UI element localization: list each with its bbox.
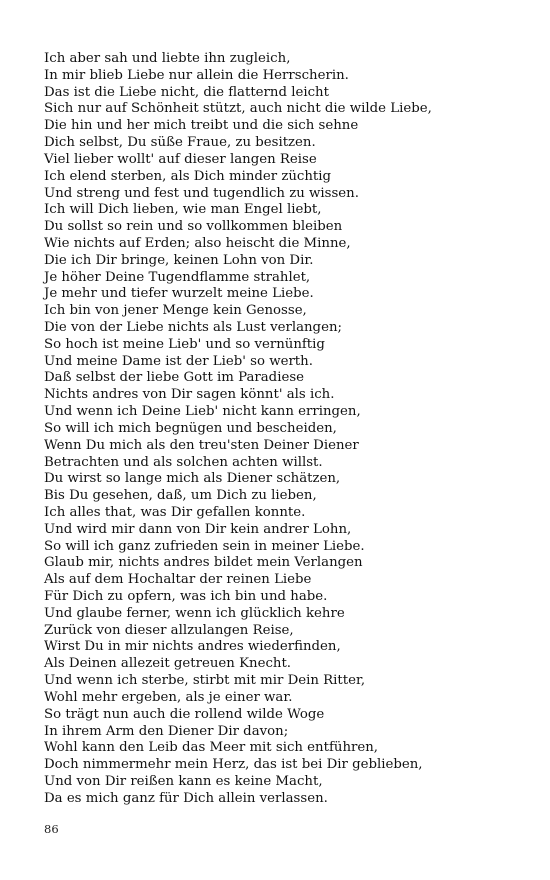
poem-line: Doch nimmermehr mein Herz, das ist bei Dir geblieben,: [44, 757, 423, 773]
poem-line: Wohl kann den Leib das Meer mit sich entführen,: [44, 740, 379, 756]
poem-line: Die hin und her mich treibt und die sich sehne: [44, 118, 359, 134]
poem-line: Viel lieber wollt' auf dieser langen Reise: [44, 151, 317, 167]
poem-line: Wohl mehr ergeben, als je einer war.: [44, 689, 293, 705]
poem-line: Ich alles that, was Dir gefallen konnte.: [44, 504, 306, 520]
poem-line: Daß selbst der liebe Gott im Paradiese: [44, 370, 305, 386]
poem-line: Du sollst so rein und so vollkommen bleiben: [44, 219, 343, 235]
poem-line: In mir blieb Liebe nur allein die Herrscherin.: [44, 67, 349, 83]
poem-line: Wirst Du in mir nichts andres wiederfinden,: [44, 639, 341, 655]
poem-line: Und meine Dame ist der Lieb' so werth.: [44, 353, 313, 369]
poem-line: Die von der Liebe nichts als Lust verlangen;: [44, 320, 342, 335]
poem-line: Ich bin von jener Menge kein Genosse,: [44, 303, 307, 319]
poem-line: Und glaube ferner, wenn ich glücklich kehre: [44, 605, 345, 621]
poem-line: So hoch ist meine Lieb' und so vernünftig: [44, 336, 325, 352]
poem-line: Als Deinen allezeit getreuen Knecht.: [44, 656, 292, 672]
poem-line: Und wenn ich Deine Lieb' nicht kann erringen,: [44, 404, 361, 420]
poem-line: Und von Dir reißen kann es keine Macht,: [44, 773, 323, 789]
poem-line: Für Dich zu opfern, was ich bin und habe.: [44, 589, 328, 604]
poem-line: Das ist die Liebe nicht, die flatternd leicht: [44, 84, 329, 100]
poem-line: Glaub mir, nichts andres bildet mein Verlangen: [44, 555, 363, 571]
poem-line: Je mehr und tiefer wurzelt meine Liebe.: [44, 286, 314, 302]
poem-text: [44, 51, 514, 808]
poem-line: So will ich ganz zufrieden sein in meiner Liebe.: [44, 538, 365, 554]
poem-line: Je höher Deine Tugendflamme strahlet,: [44, 269, 311, 285]
poem-line: So will ich mich begnügen und bescheiden,: [44, 420, 337, 436]
poem-line: Bis Du gesehen, daß, um Dich zu lieben,: [44, 488, 317, 504]
page-number: 86: [44, 822, 59, 836]
poem-line: Und wenn ich sterbe, stirbt mit mir Dein Ritter,: [44, 673, 366, 689]
poem-line: Dich selbst, Du süße Fraue, zu besitzen.: [44, 135, 316, 151]
poem-line: Als auf dem Hochaltar der reinen Liebe: [44, 572, 312, 588]
poem-line: Wenn Du mich als den treu'sten Deiner Diener: [44, 437, 359, 453]
poem-line: In ihrem Arm den Diener Dir davon;: [44, 723, 289, 739]
poem-line: Ich will Dich lieben, wie man Engel liebt,: [44, 202, 322, 218]
poem-line: Zurück von dieser allzulangen Reise,: [44, 622, 294, 638]
poem-line: Du wirst so lange mich als Diener schätzen,: [44, 471, 341, 487]
poem-line: Ich aber sah und liebte ihn zugleich,: [44, 51, 291, 66]
poem-line: Und streng und fest und tugendlich zu wissen.: [44, 185, 359, 201]
poem-line: Nichts andres von Dir sagen könnt' als ich.: [44, 387, 335, 403]
poem-line: Ich elend sterben, als Dich minder züchtig: [44, 168, 332, 184]
poem-line: Sich nur auf Schönheit stützt, auch nicht die wilde Liebe,: [44, 101, 432, 117]
poem-line: Wie nichts auf Erden; also heischt die Minne,: [44, 235, 351, 251]
poem-line: Die ich Dir bringe, keinen Lohn von Dir.: [44, 252, 314, 268]
poem-line: So trägt nun auch die rollend wilde Woge: [44, 706, 325, 722]
poem-line: Betrachten und als solchen achten willst.: [44, 454, 323, 470]
poem-line: Und wird mir dann von Dir kein andrer Lohn,: [44, 521, 352, 537]
poem-line: Da es mich ganz für Dich allein verlassen.: [44, 790, 328, 806]
